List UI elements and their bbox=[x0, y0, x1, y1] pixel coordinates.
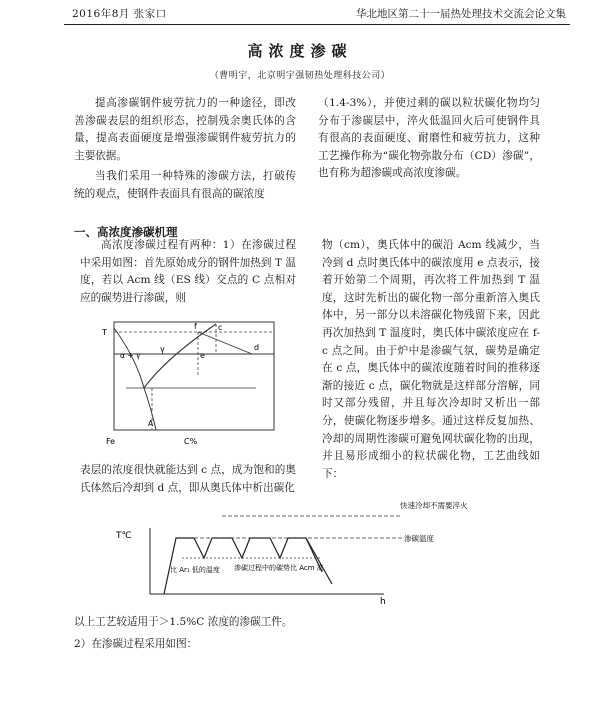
label-Fe: Fe bbox=[106, 437, 116, 446]
x-axis-label: C% bbox=[184, 437, 198, 446]
a3-line bbox=[114, 328, 156, 430]
label-T: T bbox=[102, 328, 107, 337]
intro-paragraph-3: （1.4-3%），并使过剩的碳以粒状碳化物均匀分布于渗碳层中，淬火低温回火后可使钢件具有很高的表面硬度、耐磨性和疲劳抗力，这种工艺操作称为“碳化物弥散分布（CD）渗碳”，也有称为超渗碳或高浓度渗碳。 bbox=[318, 97, 540, 180]
fast-cool-note: 快速冷却不需要淬火 bbox=[400, 501, 468, 510]
header-rule bbox=[64, 24, 570, 25]
intro-paragraph-1: 提高渗碳钢件疲劳抗力的一种途径，即改善渗碳表层的组织形态，控制残余奥氏体的含量，提高表面硬度是增强渗碳钢件疲劳抗力的主要依据。 bbox=[74, 97, 296, 162]
label-gamma: γ bbox=[160, 345, 165, 354]
label-f: f bbox=[194, 322, 197, 331]
mechanism-paragraph-1: 高浓度渗碳过程有两种：1）在渗碳过程中采用如图：首先原始成分的钢件加热到 T 温度，若以 Acm 线（ES 线）交点的 C 点相对应的碳势进行渗碳，则 bbox=[80, 239, 296, 304]
section-heading: 一、高浓度渗碳机理 bbox=[74, 225, 178, 239]
phase-diagram bbox=[96, 318, 282, 454]
item-2-text: 2）在渗碳过程采用如图： bbox=[74, 638, 198, 650]
mechanism-paragraph-right: 物（cm），奥氏体中的碳沿 Acm 线减少，当冷到 d 点时奥氏体中的碳浓度用 e 点表示，接着开始第二个周期，再次将工件加热到 T 温度，这时先析出的碳化物一部分重新溶入奥氏体中，另一部分以未溶碳化物残留下来，因此再次加热到 T 温度时，奥氏体中碳浓度应在 f-c 点之间。由于炉中是渗碳气氛，碳势是确定在 c 点，奥氏体中的碳浓度随着时间的推移逐渐的接近 c 点，碳化物就是这样部分溶解，同时又部分残留，并且每次冷却时又析出一部分，使碳化物逐步增多。通过这样反复加热、冷却的周期性渗碳可避免网状碳化物的出现，并且易形成细小的粒状碳化物，工艺曲线如下： bbox=[322, 239, 540, 480]
cooling-curve bbox=[306, 538, 332, 584]
paper-title: 高浓度渗碳 bbox=[247, 42, 353, 60]
process-curve bbox=[112, 486, 540, 606]
x-axis-label: h bbox=[380, 597, 386, 606]
above-acm-label: 渗碳过程中的碳势比 Acm 高 bbox=[234, 564, 324, 572]
cycle-line bbox=[198, 332, 252, 354]
acm-line bbox=[144, 324, 216, 388]
header-left: 2016年8月 张家口 bbox=[72, 8, 167, 20]
label-d: d bbox=[254, 343, 260, 352]
author-affiliation: （曹明宇，北京明宇强韧热处理科技公司） bbox=[209, 71, 391, 81]
header-right: 华北地区第二十一届热处理技术交流会论文集 bbox=[356, 8, 566, 20]
intro-paragraph-2: 当我们采用一种特殊的渗碳方法，打破传统的观点，使钢件表面具有很高的碳浓度 bbox=[74, 170, 296, 200]
mechanism-paragraph-2: 表层的浓度很快就能达到 c 点，成为饱和的奥氏体然后冷却到 d 点，即从奥氏体中析出碳化 bbox=[80, 464, 296, 494]
label-e: e bbox=[200, 351, 205, 360]
label-c: c bbox=[218, 323, 223, 332]
after-figure-text: 以上工艺较适用于＞1.5%C 浓度的渗碳工件。 bbox=[74, 616, 293, 628]
carb-temp-label: 渗碳温度 bbox=[404, 534, 434, 543]
label-alpha-gamma: α + γ bbox=[120, 351, 141, 360]
y-axis-label: T℃ bbox=[116, 531, 132, 541]
below-ar1-label: 比 Ar₁ 低的温度 bbox=[170, 566, 220, 574]
diagram-frame bbox=[114, 322, 274, 430]
label-A: A bbox=[148, 419, 154, 428]
